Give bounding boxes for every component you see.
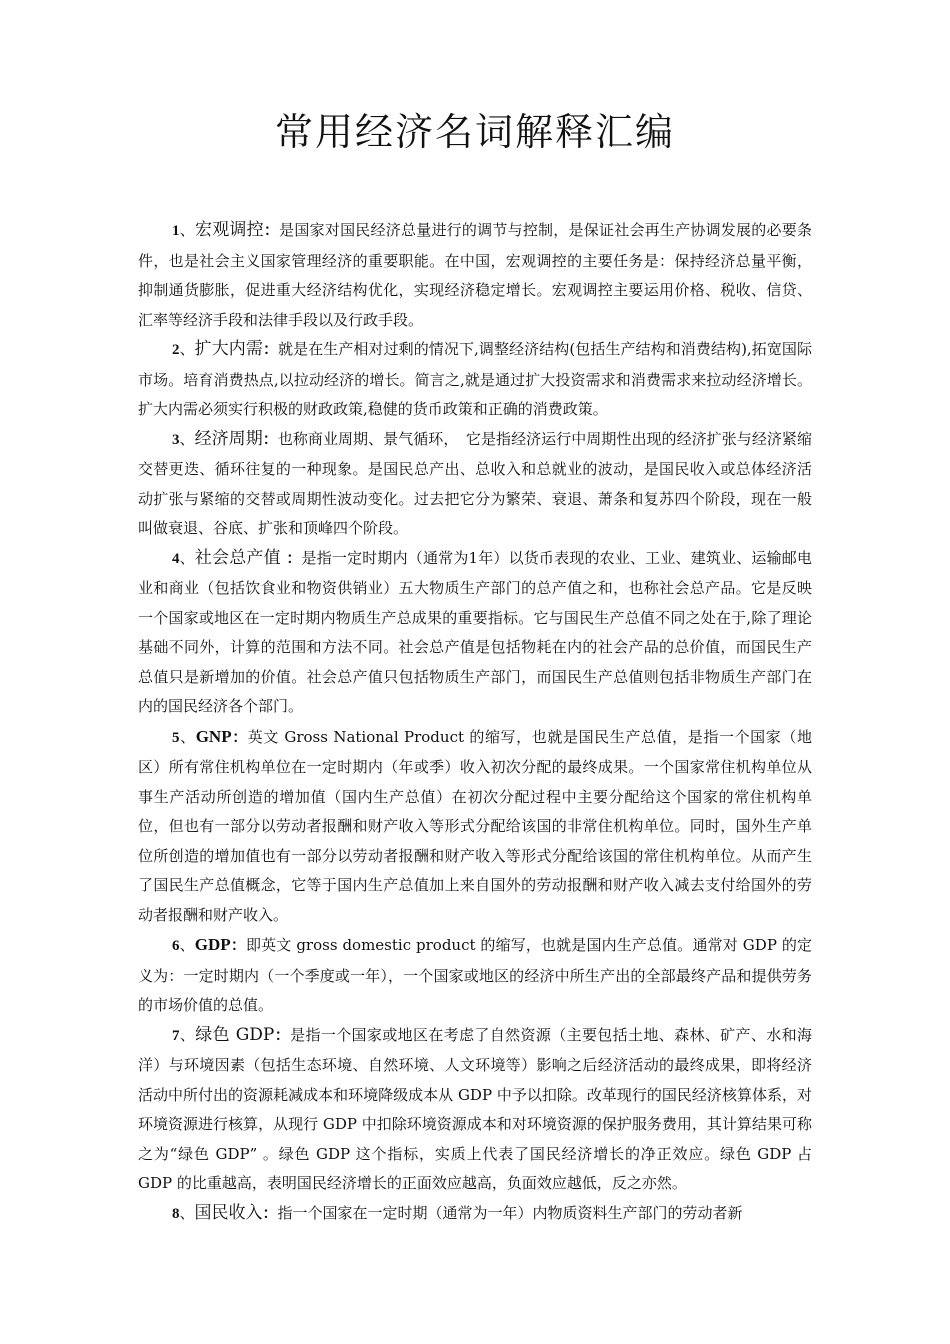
entry-colon: ：: [262, 1203, 278, 1222]
entry-separator: 、: [179, 727, 196, 746]
entry-term: 扩大内需: [194, 339, 263, 359]
entry-separator: 、: [179, 936, 195, 954]
entry-colon: ：: [286, 548, 302, 567]
entry-text: 就是在生产相对过剩的情况下,调整经济结构(包括生产结构和消费结构),拓宽国际市场。培育消费热点,以拉动经济的增长。简言之,就是通过扩大投资需求和消费需求来拉动经济增长。扩大内需必须实行积极的财政政策,稳健的货币政策和正确的消费政策。: [138, 340, 812, 418]
entry-term: 绿色 GDP: [195, 1024, 275, 1045]
entry-separator: 、: [179, 1203, 195, 1222]
entry-number: 5: [172, 729, 180, 746]
entry-green-gdp: [138, 1021, 812, 1199]
entry-number: 4: [172, 550, 180, 567]
entry-expand-domestic-demand: [138, 335, 812, 425]
entry-term: [196, 727, 232, 747]
entry-national-income: [138, 1199, 812, 1230]
entry-text: 也称商业周期、景气循环， 它是指经济运行中周期性出现的经济扩张与经济紧缩交替更迭、循环往复的一种现象。是国民总产出、总收入和总就业的波动，是国民收入或总体经济活动扩张与紧缩的交替或周期性波动变化。过去把它分为繁荣、衰退、萧条和复苏四个阶段，现在一般叫做衰退、谷底、扩张和顶峰四个阶段。: [138, 429, 812, 537]
entry-gross-social-product: [138, 544, 812, 722]
entry-term: [195, 935, 231, 955]
entry-text: 是指一个国家或地区在考虑了自然资源（主要包括土地、森林、矿产、水和海洋）与环境因素（包括生态环境、自然环境、人文环境等）影响之后经济活动的最终成果，即将经济活动中所付出的资源耗减成本和环境降级成本从 GDP 中予以扣除。改革现行的国民经济核算体系，对环境资源进行核算，从现行 GDP 中扣除环境资源成本和对环境资源的保护服务费用，其计算结果可称之为“绿色 GDP” 。绿色 GDP 这个指标，实质上代表了国民经济增长的净正效应。绿色 GDP 占 GDP 的比重越高，表明国民经济增长的正面效应越高，负面效应越低，反之亦然。: [138, 1025, 812, 1192]
entry-text: 英文 Gross National Product 的缩写，也就是国民生产总值，是指一个国家（地区）所有常住机构单位在一定时期内（年或季）收入初次分配的最终成果。一个国家常住机构单位从事生产活动所创造的增加值（国内生产总值）在初次分配过程中主要分配给这个国家的常住机构单位，但也有一部分以劳动者报酬和财产收入等形式分配给该国的非常住机构单位。同时，国外生产单位所创造的增加值也有一部分以劳动者报酬和财产收入等形式分配给该国的常住机构单位。从而产生了国民生产总值概念，它等于国内生产总值加上来自国外的劳动报酬和财产收入减去支付给国外的劳动者报酬和财产收入。: [138, 727, 812, 924]
entry-separator: 、: [179, 221, 195, 239]
entry-colon: ：: [274, 1025, 291, 1044]
entry-business-cycle: [138, 425, 812, 544]
entry-colon: ：: [231, 727, 248, 746]
entry-term: 国民收入: [194, 1202, 263, 1223]
entry-term: 社会总产值: [194, 547, 287, 568]
entry-colon: ：: [263, 221, 280, 239]
entry-term: 宏观调控: [194, 220, 264, 240]
entry-term-latin: GDP: [194, 935, 231, 954]
entry-macro-control: [138, 216, 812, 335]
document-body: [138, 216, 812, 1229]
entry-number: 7: [172, 1027, 180, 1044]
entry-separator: 、: [179, 429, 195, 448]
entry-number: 2: [172, 342, 180, 358]
entry-term: 经济周期: [194, 428, 263, 449]
entry-colon: ：: [262, 340, 279, 358]
entry-separator: 、: [179, 340, 195, 358]
page-title: 常用经济名词解释汇编: [274, 110, 675, 154]
entry-gdp: [138, 930, 812, 1021]
entry-text: 指一个国家在一定时期（通常为一年）内物质资料生产部门的劳动者新: [277, 1203, 743, 1222]
entry-colon: ：: [262, 429, 278, 448]
entry-separator: 、: [179, 1025, 196, 1044]
entry-separator: 、: [179, 548, 195, 567]
entry-number: 3: [172, 431, 180, 448]
entry-colon: ：: [230, 936, 246, 954]
entry-number: 6: [172, 938, 180, 954]
entry-text: 是国家对国民经济总量进行的调节与控制，是保证社会再生产协调发展的必要条件，也是社会主义国家管理经济的重要职能。在中国，宏观调控的主要任务是：保持经济总量平衡，抑制通货膨胀，促进重大经济结构优化，实现经济稳定增长。宏观调控主要运用价格、税收、信贷、汇率等经济手段和法律手段以及行政手段。: [138, 221, 812, 329]
entry-number: 8: [172, 1205, 180, 1222]
entry-term-latin: GNP: [195, 726, 232, 746]
entry-gnp: [138, 722, 812, 931]
entry-text: 是指一定时期内（通常为1年）以货币表现的农业、工业、建筑业、运输邮电业和商业（包括饮食业和物资供销业）五大物质生产部门的总产值之和，也称社会总产品。它是反映一个国家或地区在一定时期内物质生产总成果的重要指标。它与国民生产总值不同之处在于,除了理论基础不同外，计算的范围和方法不同。社会总产值是包括物耗在内的社会产品的总价值，而国民生产总值只是新增加的价值。社会总产值只包括物质生产部门，而国民生产总值则包括非物质生产部门在内的国民经济各个部门。: [138, 548, 812, 715]
entry-text: 即英文 gross domestic product 的缩写，也就是国内生产总值。通常对 GDP 的定义为：一定时期内（一个季度或一年），一个国家或地区的经济中所生产出的全部最终产品和提供劳务的市场价值的总值。: [138, 936, 812, 1014]
entry-number: 1: [172, 223, 180, 239]
